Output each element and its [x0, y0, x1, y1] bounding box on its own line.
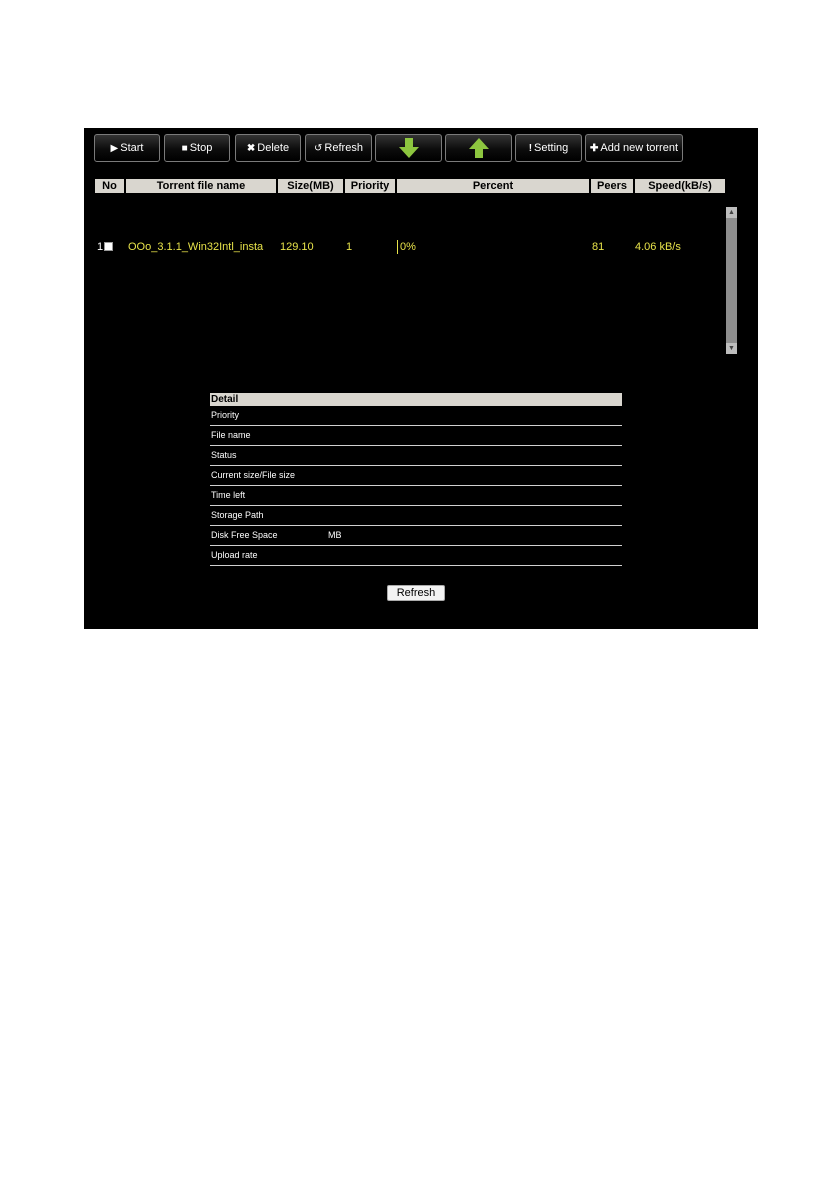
header-priority[interactable]: Priority — [345, 179, 395, 193]
header-percent[interactable]: Percent — [397, 179, 589, 193]
scroll-down-icon[interactable]: ▼ — [726, 343, 737, 354]
move-down-button[interactable] — [375, 134, 442, 162]
delete-button[interactable]: ✖ Delete — [235, 134, 301, 162]
scroll-up-icon[interactable]: ▲ — [726, 207, 737, 218]
stop-button[interactable]: ■ Stop — [164, 134, 230, 162]
add-torrent-button[interactable]: ✚ Add new torrent — [585, 134, 683, 162]
row-number: 1 — [97, 241, 104, 253]
refresh-button[interactable]: ↺ Refresh — [305, 134, 372, 162]
torrent-peers: 81 — [592, 241, 605, 253]
header-peers[interactable]: Peers — [591, 179, 633, 193]
header-size[interactable]: Size(MB) — [278, 179, 343, 193]
detail-row-time-left: Time left — [210, 486, 622, 506]
row-checkbox[interactable] — [104, 242, 113, 251]
progress-bar — [397, 240, 398, 254]
detail-row-file-name: File name — [210, 426, 622, 446]
setting-button[interactable]: ! Setting — [515, 134, 582, 162]
torrent-percent: 0% — [400, 241, 416, 253]
plus-icon: ✚ — [589, 142, 599, 154]
detail-row-status: Status — [210, 446, 622, 466]
torrent-name: OOo_3.1.1_Win32Intl_insta — [128, 241, 264, 253]
move-up-button[interactable] — [445, 134, 512, 162]
detail-row-disk-free-space: Disk Free Space MB — [210, 526, 622, 546]
vertical-scrollbar[interactable] — [726, 207, 737, 354]
torrent-priority: 1 — [346, 241, 353, 253]
detail-row-upload-rate: Upload rate — [210, 546, 622, 566]
detail-row-priority: Priority — [210, 406, 622, 426]
stop-icon: ■ — [181, 142, 188, 154]
header-name[interactable]: Torrent file name — [126, 179, 276, 193]
detail-panel — [210, 393, 622, 566]
detail-refresh-button[interactable]: Refresh — [387, 585, 445, 601]
header-speed[interactable]: Speed(kB/s) — [635, 179, 725, 193]
header-no[interactable]: No — [95, 179, 124, 193]
close-icon: ✖ — [246, 142, 256, 154]
start-button[interactable]: ▶ Start — [94, 134, 160, 162]
torrent-speed: 4.06 kB/s — [635, 241, 681, 253]
play-icon: ▶ — [110, 142, 119, 154]
torrent-panel — [84, 128, 758, 629]
detail-title: Detail — [210, 393, 622, 406]
info-icon: ! — [528, 142, 533, 154]
detail-row-current-size: Current size/File size — [210, 466, 622, 486]
arrow-up-icon — [468, 138, 490, 158]
detail-row-storage-path: Storage Path — [210, 506, 622, 526]
refresh-icon: ↺ — [314, 142, 323, 154]
torrent-size: 129.10 — [280, 241, 314, 253]
arrow-down-icon — [398, 138, 420, 158]
